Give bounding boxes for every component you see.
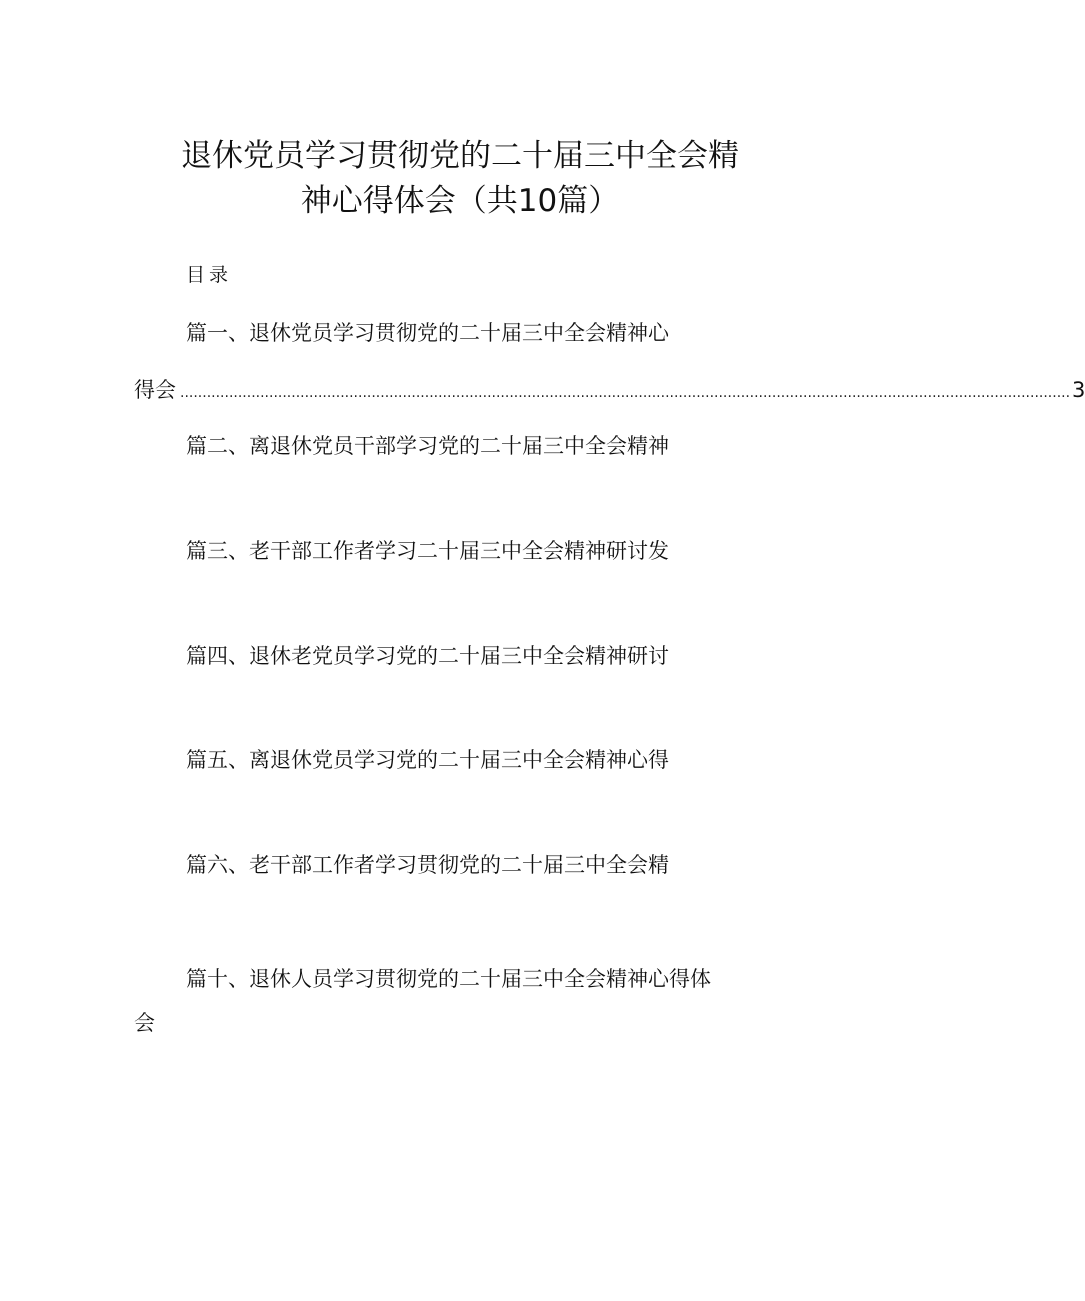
toc-entry-6[interactable]: 篇六、老干部工作者学习贯彻党的二十届三中全会精 bbox=[186, 853, 669, 877]
toc-page-number: 3 bbox=[1072, 378, 1085, 402]
toc-entry-5[interactable]: 篇五、离退休党员学习党的二十届三中全会精神心得 bbox=[186, 748, 669, 772]
toc-entry-7[interactable]: 篇十、退休人员学习贯彻党的二十届三中全会精神心得体 bbox=[186, 967, 711, 991]
document-title-line-1: 退休党员学习贯彻党的二十届三中全会精 bbox=[181, 138, 739, 174]
toc-entry-1-continuation[interactable] bbox=[134, 375, 1085, 405]
toc-entry-7-continuation[interactable]: 会 bbox=[134, 1011, 155, 1035]
toc-entry-3[interactable]: 篇三、老干部工作者学习二十届三中全会精神研讨发 bbox=[186, 539, 669, 563]
toc-entry-1[interactable]: 篇一、退休党员学习贯彻党的二十届三中全会精神心 bbox=[186, 321, 669, 345]
toc-entry-1-continuation-text: 得会 bbox=[134, 378, 176, 402]
toc-label: 目录 bbox=[186, 264, 233, 286]
toc-entry-2[interactable]: 篇二、离退休党员干部学习党的二十届三中全会精神 bbox=[186, 434, 669, 458]
toc-dot-leader: ........................................................................................................................................................................................................ bbox=[180, 385, 1071, 401]
document-title-line-2: 神心得体会（共10篇） bbox=[300, 183, 620, 219]
toc-entry-4[interactable]: 篇四、退休老党员学习党的二十届三中全会精神研讨 bbox=[186, 644, 669, 668]
